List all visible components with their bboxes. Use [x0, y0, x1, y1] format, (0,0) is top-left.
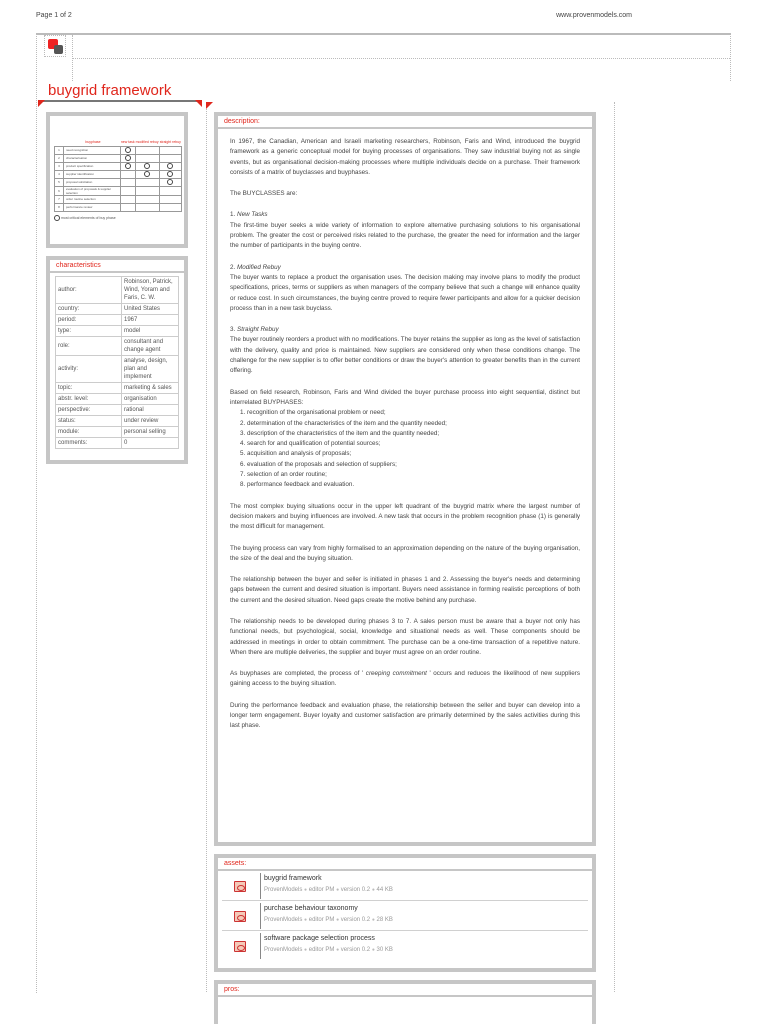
matrix-cell	[121, 195, 136, 203]
corner-triangle-content	[206, 102, 213, 109]
characteristics-row	[56, 416, 179, 427]
matrix-cell	[159, 170, 181, 178]
characteristics-row	[56, 405, 179, 416]
matrix-cell	[135, 162, 159, 170]
characteristic-key: abstr. level:	[56, 394, 122, 405]
download-file-icon[interactable]	[234, 941, 246, 952]
critical-ring-icon	[125, 155, 131, 161]
characteristics-row	[56, 315, 179, 326]
matrix-row-phase: product specification	[64, 162, 121, 170]
matrix-row	[55, 203, 182, 211]
matrix-row	[55, 178, 182, 186]
characteristic-key: perspective:	[56, 405, 122, 416]
matrix-cell	[135, 146, 159, 154]
matrix-row	[55, 170, 182, 178]
matrix-row-number: 8	[55, 203, 64, 211]
characteristic-value: model	[122, 326, 179, 337]
matrix-cell	[135, 154, 159, 162]
bullet-icon: ●	[371, 917, 375, 923]
characteristics-table	[55, 276, 179, 449]
asset-size: 44 KB	[376, 887, 393, 893]
description-body	[218, 129, 592, 732]
buyclass-1-text: The first-time buyer seeks a wide variety of information to explore alternative purchasing solutions to his organisational problem. The greater the cost or perceived risks related to the purchase, the greater the need for information and the larger the number of participants in the buying centre.	[230, 221, 580, 250]
buyphase-item: 1. recognition of the organisational problem or need;	[240, 408, 580, 418]
asset-name-link[interactable]: software package selection process	[264, 935, 375, 942]
characteristic-value: personal selling	[122, 427, 179, 438]
buyphase-item: 5. acquisition and analysis of proposals;	[240, 449, 580, 459]
characteristic-key: type:	[56, 326, 122, 337]
matrix-col-header: buyphase	[85, 139, 101, 144]
buyphases-list	[240, 408, 580, 490]
content-right-line	[614, 102, 615, 992]
matrix-row	[55, 146, 182, 154]
characteristic-value: 1967	[122, 315, 179, 326]
matrix-cell	[121, 170, 136, 178]
matrix-cell	[135, 203, 159, 211]
buyphase-item: 4. search for and qualification of potential sources;	[240, 439, 580, 449]
buyphases-intro: Based on field research, Robinson, Faris and Wind divided the buyer purchase process into eight sequential, distinct but interrelated BUYPHASES:	[230, 388, 580, 406]
matrix-cell	[121, 162, 136, 170]
characteristics-row	[56, 277, 179, 304]
critical-ring-icon	[167, 179, 173, 185]
matrix-col-header: straight rebuy	[159, 139, 181, 144]
buyclass-2-heading: 2. Modified Rebuy	[230, 263, 281, 271]
bullet-icon: ●	[371, 887, 375, 893]
critical-ring-icon	[125, 163, 131, 169]
asset-version: version 0.2	[340, 887, 371, 893]
characteristics-row	[56, 304, 179, 315]
site-url[interactable]: www.provenmodels.com	[556, 12, 632, 19]
description-title: description:	[218, 116, 592, 129]
download-file-icon[interactable]	[234, 881, 246, 892]
characteristics-box	[46, 256, 188, 464]
asset-owner[interactable]: ProvenModels	[264, 947, 303, 953]
matrix-cell	[135, 178, 159, 186]
relationship-develop-text: The relationship needs to be developed during phases 3 to 7. A sales person must be aware that a buyer not only has functional needs, but psychological, social, knowledge and situational needs as well. These components should be addressed in meetings in order to obtain commitment. The purchase can be a one-time transaction of a repetitive nature. When there are multiple deliveries, the supplier and buyer must agree on an order routine.	[230, 617, 580, 656]
characteristic-key: author:	[56, 277, 122, 304]
description-intro: In 1967, the Canadian, American and Israeli marketing researchers, Robinson, Faris and Wind, introduced the buygrid framework as a generic conceptual model for buying processes of organisations. They saw industrial buying not as single events, but as organisational decision-making processes where multiple individuals decide on a purchase. Their framework consists of a matrix of buyclasses and buyphases.	[230, 138, 580, 176]
bullet-icon: ●	[336, 887, 340, 893]
corner-triangle-right	[195, 100, 202, 107]
matrix-legend-text: most critical elements of buy phase	[60, 215, 116, 220]
asset-editor: editor PM	[308, 887, 335, 893]
top-frame	[36, 33, 730, 81]
characteristics-row	[56, 356, 179, 383]
matrix-row-phase: performance review	[64, 203, 121, 211]
buyclass-3-text: The buyer routinely reorders a product with no modifications. The buyer retains the supplier as long as the level of satisfaction with the delivery, quality and price is maintained. New suppliers are considered only when these conditions change. The challenge for the new supplier is to offer better conditions or draw the buyer's attention to greater benefits than in the current offering.	[230, 336, 580, 375]
asset-divider	[260, 933, 261, 959]
critical-ring-icon	[125, 147, 131, 153]
final-phase-text: During the performance feedback and evaluation phase, the relationship between the seller and buyer can develop into a longer term engagement. Buyer loyalty and customer satisfaction are primarily determined by the sales activities during this last phase.	[230, 701, 580, 730]
matrix-row-number: 6	[55, 186, 64, 195]
characteristic-key: topic:	[56, 383, 122, 394]
matrix-legend	[54, 215, 182, 221]
critical-ring-icon	[167, 171, 173, 177]
matrix-cell	[121, 186, 136, 195]
matrix-row-phase: characterisation	[64, 154, 121, 162]
asset-meta	[264, 887, 393, 893]
provenmodels-logo-icon[interactable]	[44, 35, 66, 57]
bullet-icon: ●	[371, 947, 375, 953]
characteristics-row	[56, 427, 179, 438]
matrix-cell	[159, 195, 181, 203]
download-file-icon[interactable]	[234, 911, 246, 922]
characteristic-key: module:	[56, 427, 122, 438]
frame-left-line	[36, 33, 37, 993]
assets-title: assets:	[218, 858, 592, 871]
characteristic-value: marketing & sales	[122, 383, 179, 394]
matrix-row-number: 4	[55, 170, 64, 178]
matrix-cell	[121, 178, 136, 186]
creeping-commitment-text: As buyphases are completed, the process of ' creeping commitment ' occurs and reduces the likelihood of new suppliers gaining access to the buying situation.	[230, 670, 580, 688]
process-variation-text: The buying process can vary from highly formalised to an approximation depending on the nature of the buying organisation, the size of the deal and the buying situation.	[230, 544, 580, 562]
critical-ring-icon	[144, 163, 150, 169]
asset-editor: editor PM	[308, 947, 335, 953]
print-header	[36, 12, 632, 22]
characteristic-key: activity:	[56, 356, 122, 383]
frame-mid-line	[72, 58, 730, 59]
characteristic-value: consultant and change agent	[122, 337, 179, 356]
asset-version: version 0.2	[340, 947, 371, 953]
ring-icon	[54, 215, 60, 221]
buygrid-matrix-image[interactable]	[54, 138, 182, 221]
buyphase-item: 6. evaluation of the proposals and selection of suppliers;	[240, 460, 580, 470]
bullet-icon: ●	[336, 917, 340, 923]
matrix-row	[55, 162, 182, 170]
characteristic-value: analyse, design, plan and implement	[122, 356, 179, 383]
matrix-cell	[159, 186, 181, 195]
characteristic-key: comments:	[56, 438, 122, 449]
characteristics-row	[56, 337, 179, 356]
pros-box	[214, 980, 596, 1024]
matrix-cell	[121, 203, 136, 211]
buyclasses-intro: The BUYCLASSES are:	[230, 190, 298, 198]
asset-owner[interactable]: ProvenModels	[264, 917, 303, 923]
corner-triangle-left	[38, 100, 45, 107]
frame-right-line	[730, 33, 731, 81]
asset-meta	[264, 947, 393, 953]
matrix-row-phase: evaluation of proposals & supplier selection	[64, 186, 121, 195]
asset-size: 30 KB	[376, 947, 393, 953]
asset-item[interactable]	[222, 901, 588, 931]
critical-ring-icon	[144, 171, 150, 177]
matrix-cell	[135, 195, 159, 203]
matrix-row-number: 7	[55, 195, 64, 203]
critical-ring-icon	[167, 163, 173, 169]
complex-situations-text: The most complex buying situations occur in the upper left quadrant of the buygrid matrix where the largest number of decision makers and buying influences are involved. A new task that occurs in the problem recognition phase (1) is generally the most difficult for management.	[230, 502, 580, 531]
title-underline	[38, 100, 202, 102]
matrix-col-header: modified rebuy	[135, 139, 159, 144]
matrix-row-phase: need recognition	[64, 146, 121, 154]
characteristic-value: United States	[122, 304, 179, 315]
bullet-icon: ●	[304, 887, 308, 893]
buyclass-1-heading: 1. New Tasks	[230, 211, 268, 219]
matrix-col-header: new task	[120, 139, 135, 144]
page-number: Page 1 of 2	[36, 12, 72, 19]
matrix-cell	[159, 203, 181, 211]
matrix-row-number: 2	[55, 154, 64, 162]
matrix-cell	[135, 186, 159, 195]
characteristics-title: characteristics	[50, 260, 184, 273]
asset-meta	[264, 917, 393, 923]
matrix-cell	[159, 178, 181, 186]
characteristic-key: country:	[56, 304, 122, 315]
characteristics-row	[56, 326, 179, 337]
matrix-row	[55, 154, 182, 162]
characteristic-value: rational	[122, 405, 179, 416]
characteristics-row	[56, 438, 179, 449]
matrix-cell	[121, 154, 136, 162]
characteristic-key: status:	[56, 416, 122, 427]
buyphase-item: 2. determination of the characteristics of the item and the quantity needed;	[240, 419, 580, 429]
bullet-icon: ●	[304, 917, 308, 923]
sidebar-divider	[206, 102, 207, 992]
assets-box	[214, 854, 596, 972]
characteristic-key: role:	[56, 337, 122, 356]
characteristics-row	[56, 394, 179, 405]
matrix-row	[55, 186, 182, 195]
buyclass-2-text: The buyer wants to replace a product the organisation uses. The decision making may involve plans to modify the product specifications, prices, terms or suppliers as when managers of the company believe that such a change will enhance quality or reduce cost. In such circumstances, the buying centre proved to require fewer participants and allow for a quicker decision process than in a new task buyclass.	[230, 273, 580, 312]
characteristics-row	[56, 383, 179, 394]
matrix-cell	[159, 146, 181, 154]
asset-name-link[interactable]: buygrid framework	[264, 875, 322, 882]
asset-editor: editor PM	[308, 917, 335, 923]
matrix-row-phase: order routine selection	[64, 195, 121, 203]
matrix-cell	[121, 146, 136, 154]
matrix-row-number: 1	[55, 146, 64, 154]
matrix-row-phase: supplier identification	[64, 170, 121, 178]
assets-list	[218, 871, 592, 961]
asset-divider	[260, 903, 261, 929]
characteristic-key: period:	[56, 315, 122, 326]
matrix-cell	[159, 162, 181, 170]
matrix-cell	[135, 170, 159, 178]
asset-owner[interactable]: ProvenModels	[264, 887, 303, 893]
buyphase-item: 7. selection of an order routine;	[240, 470, 580, 480]
characteristic-value: organisation	[122, 394, 179, 405]
asset-item[interactable]	[222, 931, 588, 961]
matrix-row-phase: proposal solicitation	[64, 178, 121, 186]
bullet-icon: ●	[336, 947, 340, 953]
buyphase-item: 3. description of the characteristics of the item and the quantity needed;	[240, 429, 580, 439]
buyclass-3-heading: 3. Straight Rebuy	[230, 326, 279, 334]
asset-size: 28 KB	[376, 917, 393, 923]
asset-name-link[interactable]: purchase behaviour taxonomy	[264, 905, 358, 912]
matrix-row	[55, 195, 182, 203]
asset-divider	[260, 873, 261, 899]
asset-version: version 0.2	[340, 917, 371, 923]
characteristic-value[interactable]: 0	[122, 438, 179, 449]
characteristic-value[interactable]: Robinson, Patrick, Wind, Yoram and Faris, C. W.	[122, 277, 179, 304]
characteristic-value: under review	[122, 416, 179, 427]
pros-title: pros:	[218, 984, 592, 997]
matrix-row-number: 5	[55, 178, 64, 186]
bullet-icon: ●	[304, 947, 308, 953]
buyphase-item: 8. performance feedback and evaluation.	[240, 480, 580, 490]
asset-item[interactable]	[222, 871, 588, 901]
page-title: buygrid framework	[48, 82, 172, 99]
matrix-cell	[159, 154, 181, 162]
matrix-row-number: 3	[55, 162, 64, 170]
description-box	[214, 112, 596, 846]
relationship-init-text: The relationship between the buyer and seller is initiated in phases 1 and 2. Assessing the buyer's needs and determining gaps between the current and desired situation is important. Buyers need assistance in forming realistic perceptions of both the current and the desired situation. Need gaps create the motive behind any purchase.	[230, 576, 580, 604]
